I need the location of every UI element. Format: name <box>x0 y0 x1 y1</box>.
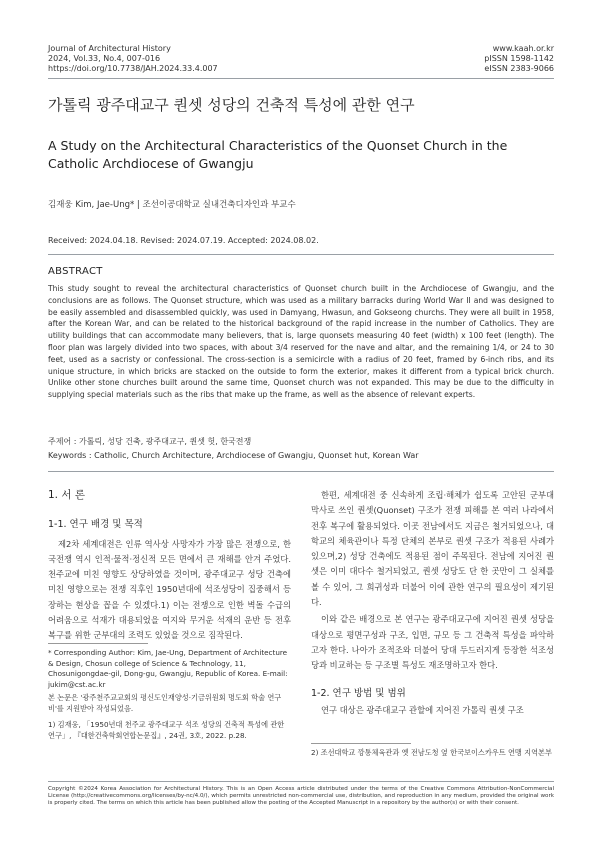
journal-name: Journal of Architectural History <box>48 44 171 53</box>
abstract-heading: ABSTRACT <box>48 266 103 277</box>
footnotes-left <box>48 648 291 741</box>
copyright-divider <box>48 781 554 782</box>
journal-header-left <box>48 44 218 74</box>
section-heading-introduction: 1. 서 론 <box>48 489 85 501</box>
abstract-top-divider <box>48 254 554 255</box>
corresponding-author-note: * Corresponding Author: Kim, Jae-Ung, Department of Architecture & Design, Chosun college of Science & Technology, 11, Chosunigongdae-gil, Dong-gu, Gwangju, Republic of Korea. E-mail: jukim@cst.ac.kr <box>48 648 288 689</box>
footnote-divider-right <box>311 743 411 744</box>
keywords-english: Keywords : Catholic, Church Architecture, Archdiocese of Gwangju, Quonset hut, Korean War <box>48 451 419 460</box>
header-divider <box>48 78 554 79</box>
author-line: 김재웅 Kim, Jae-Ung* | 조선이공대학교 실내건축디자인과 부교수 <box>48 200 296 210</box>
abstract-body: This study sought to reveal the architectural characteristics of Quonset church built in the Archdiocese of Gwangju, and the conclusions are as follows. The Quonset structure, which was used as a military barracks during World War II and was designed to be easily assembled and disassembled quickly, was used in Damyang, Hwasun, and Gokseong churchs. They were all built in 1958, after the Korean War, and can be related to the historical background of the rapid increase in the number of Catholics. They are utility buildings that can accommodate many believers, that is, large quonsets measuring 40 feet (width) x 100 feet (length). The floor plan was largely divided into two spaces, with about 3/4 reserved for the nave and altar, and the remaining 1/4, or 24 to 30 feet, used as a sacristy or confessional. The cross-section is a semicircle with a radius of 20 feet, framed by 6-inch ribs, and its unique structure, in which bricks are stacked on the outside to form the exterior, makes it different from a typical brick church. Unlike other stone churches built around the same time, Quonset church was not expanded. This may be due to the difficulty in supplying special materials such as the ribs that make up the frame, as well as the absence of relevant experts. <box>48 284 554 400</box>
title-korean: 가톨릭 광주대교구 퀀셋 성당의 건축적 특성에 관한 연구 <box>48 96 415 114</box>
keywords-korean: 주제어 : 가톨릭, 성당 건축, 광주대교구, 퀀셋 헛, 한국전쟁 <box>48 437 252 446</box>
subsection-heading-background: 1-1. 연구 배경 및 목적 <box>48 519 143 531</box>
journal-volume: 2024, Vol.33, No.4, 007-016 <box>48 54 161 63</box>
body-right-column <box>311 488 554 718</box>
footnote-2: 2) 조선대학교 깡통체육관과 옛 전남도청 옆 한국보이스카우트 연맹 지역본부 <box>311 748 552 757</box>
copyright-notice: Copyright ©2024 Korea Association for Architectural History. This is an Open Access article distributed under the terms of the Creative Commons Attribution-NonCommercial License (http://creativecommons.org/licenses/by-nc/4.0/), which permits unrestricted non-commercial use, distribution, and reproduction in any medium, provided the original work is properly cited. The terms on which this article has been published allow the posting of the Accepted Manuscript in a repository by the author(s) or with their consent. <box>48 786 554 807</box>
paragraph-research-aim: 이와 같은 배경으로 본 연구는 광주대교구에 지어진 퀀셋 성당을 대상으로 평면구성과 구조, 입면, 규모 등 그 건축적 특성을 파악하고자 한다. 나아가 조적조와 더불어 당대 두드러지게 등장한 석조성당과 비교하는 등 구조별 특성도 재조명하고자 한다. <box>311 614 554 671</box>
article-dates: Received: 2024.04.18. Revised: 2024.07.19. Accepted: 2024.08.02. <box>48 236 319 245</box>
paragraph-method: 연구 대상은 광주대교구 관할에 지어진 가톨릭 퀀셋 구조 <box>321 704 524 715</box>
body-left-column <box>48 488 291 644</box>
journal-header-right <box>484 44 554 74</box>
funding-note: 본 논문은 '광주천주교교회의 평신도인재양성·기금위원회 명도회 학술 연구비'를 지원받아 작성되었음. <box>48 693 282 713</box>
footnote-1: 1) 김재웅, 「1950년대 천주교 광주대교구 석조 성당의 건축적 특성에 관한 연구」, 『대한건축학회연합논문집』, 24권, 3호, 2022. p.28. <box>48 720 285 740</box>
footnote-divider-left <box>48 643 148 644</box>
eissn: eISSN 2383-9066 <box>484 64 554 73</box>
keywords-divider <box>48 471 554 472</box>
doi-link[interactable]: https://doi.org/10.7738/JAH.2024.33.4.007 <box>48 64 218 73</box>
title-english: A Study on the Architectural Characteristics of the Quonset Church in the Catholic Archdiocese of Gwangju <box>48 138 508 171</box>
subsection-heading-method: 1-2. 연구 방법 및 범위 <box>311 687 406 699</box>
website-link[interactable]: www.kaah.or.kr <box>492 44 554 53</box>
paragraph-quonset-background: 한편, 세계대전 중 신속하게 조립·해체가 쉽도록 고안된 군부대 막사로 쓰인 퀀셋(Quonset) 구조가 전쟁 피해를 본 여러 나라에서 전후 복구에 활용되었다. 이곳 전남에서도 지금은 철거되었으나, 대학교의 체육관이나 특정 단체의 본부로 퀀셋 구조가 적용된 사례가 있으며,2) 성당 건축에도 적용된 점이 주목된다. 전남에 지어진 퀀셋은 이미 대다수 철거되었고, 퀀셋 성당도 단 한 곳만이 그 실체를 볼 수 있어, 그 희귀성과 더불어 이에 관한 연구의 필요성이 제기된다. <box>311 490 554 608</box>
pissn: pISSN 1598-1142 <box>484 54 554 63</box>
paragraph-background: 제2차 세계대전은 인류 역사상 사망자가 가장 많은 전쟁으로, 한국전쟁 역시 인적·물적·정신적 모든 면에서 큰 재해를 안겨 주었다. 천주교에 미친 영향도 상당하였을 것이며, 광주대교구 성당 건축에 미친 영향으로는 전쟁 직후인 1950년대에 석조성당이 집중해서 등장하는 현상을 꼽을 수 있겠다.1) 이는 전쟁으로 인한 벽돌 수급의 어려움으로 석재가 대용되었을 여지와 무거운 석재의 운반 등 전후 복구를 위한 군부대의 조력도 있었을 것으로 짐작된다. <box>48 538 291 641</box>
